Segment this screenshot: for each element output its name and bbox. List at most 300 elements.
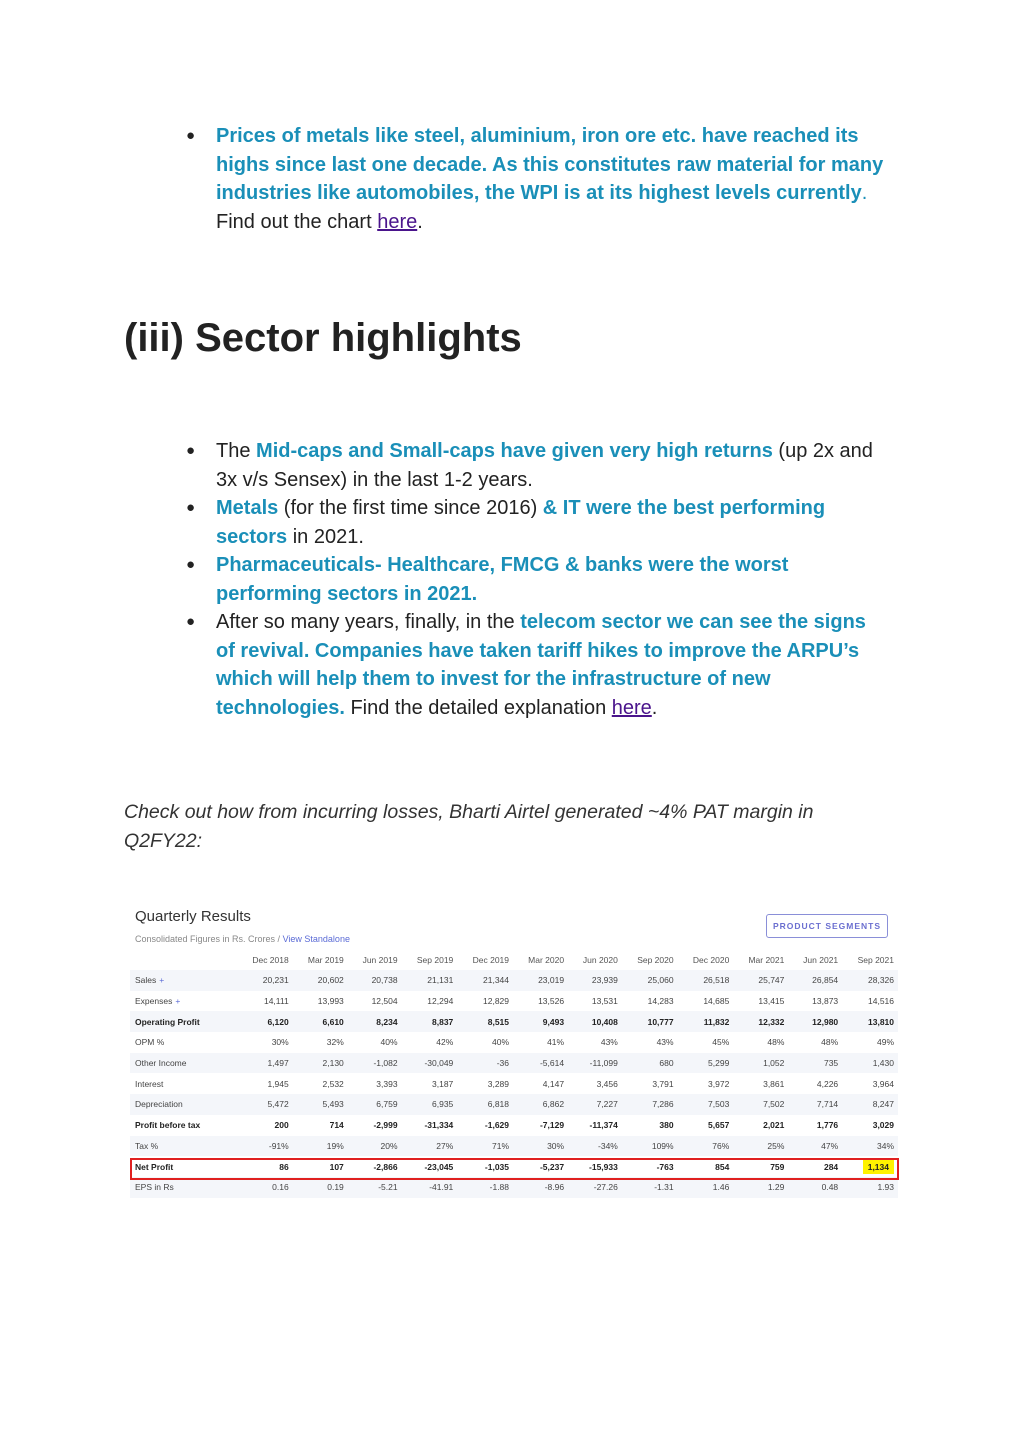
cell-value: 2,130: [322, 1058, 344, 1069]
period-header: Sep 2021: [857, 955, 894, 965]
table-cell: [678, 1073, 734, 1094]
cell-value: -15,933: [589, 1161, 618, 1172]
plain-text: (for the first time since 2016): [278, 497, 543, 519]
table-cell: [402, 970, 458, 991]
cell-value: -27.26: [593, 1182, 618, 1193]
table-cell: [237, 1156, 293, 1177]
period-header: Mar 2021: [748, 955, 785, 965]
bold-text: Metals: [216, 497, 279, 519]
cell-value: 7,714: [816, 1099, 839, 1110]
table-cell: [568, 1011, 622, 1032]
cell-value: 32%: [326, 1037, 344, 1048]
bullet-icon: ●: [186, 127, 196, 144]
table-cell: [237, 1032, 293, 1053]
bold-text: & IT were the best performing sectors: [216, 497, 826, 548]
table-cell: [293, 1053, 348, 1074]
table-cell: [513, 1136, 568, 1157]
table-row: [130, 1136, 898, 1157]
table-cell: [293, 1094, 348, 1115]
row-label: [130, 1136, 237, 1157]
cell-value: 20,231: [262, 975, 289, 986]
table-cell: [733, 970, 788, 991]
table-cell: [402, 1156, 458, 1177]
row-label-text: Net Profit: [135, 1161, 174, 1172]
cell-value: 30%: [271, 1037, 289, 1048]
table-cell: [568, 1053, 622, 1074]
table-cell: [733, 1032, 788, 1053]
cell-value: 11,832: [703, 1016, 730, 1027]
table-cell: [293, 1177, 348, 1198]
expand-plus-icon[interactable]: +: [175, 996, 181, 1007]
row-label-text: Interest: [135, 1078, 164, 1089]
cell-value: 21,344: [483, 975, 510, 986]
row-label: [130, 1177, 237, 1198]
table-cell: [733, 1136, 788, 1157]
row-label: [130, 1115, 237, 1136]
cell-value: 6,935: [432, 1099, 454, 1110]
table-cell: [348, 1032, 402, 1053]
table-cell: [678, 1032, 734, 1053]
row-label[interactable]: [130, 991, 237, 1012]
cell-value: 1,945: [267, 1078, 289, 1089]
table-cell: [622, 1011, 678, 1032]
bold-text: Pharmaceuticals- Healthcare, FMCG & banks were the worst performing sectors in 2021.: [216, 554, 789, 605]
cell-value: 43%: [600, 1037, 618, 1048]
cell-value: 6,862: [542, 1099, 565, 1110]
cell-value: 34%: [876, 1140, 894, 1151]
cell-value: 13,873: [812, 996, 839, 1007]
cell-value: 43%: [656, 1037, 674, 1048]
cell-value: 40%: [380, 1037, 398, 1048]
cell-value: -2,999: [373, 1120, 398, 1131]
cell-value: 13,993: [317, 996, 344, 1007]
cell-value: 3,964: [872, 1078, 894, 1089]
table-cell: [842, 1136, 898, 1157]
cell-value: 12,504: [371, 996, 398, 1007]
table-cell: [788, 1177, 842, 1198]
cell-value: 13,415: [758, 996, 785, 1007]
period-header: Dec 2020: [692, 955, 730, 965]
bold-text: Mid-caps and Small-caps have given very high returns: [256, 440, 773, 462]
row-label: [130, 1032, 237, 1053]
table-cell: [788, 1053, 842, 1074]
row-label: [130, 1156, 237, 1177]
table-cell: [678, 1011, 734, 1032]
bullet-icon: ●: [186, 613, 196, 630]
table-body: [130, 970, 898, 1198]
cell-value: 1.46: [712, 1182, 730, 1193]
cell-value: 13,526: [538, 996, 565, 1007]
cell-value: 7,502: [763, 1099, 785, 1110]
cell-value: 48%: [821, 1037, 839, 1048]
cell-value: -1,035: [484, 1161, 510, 1172]
table-cell: [678, 1115, 734, 1136]
table-cell: [678, 1177, 734, 1198]
cell-value: 8,247: [872, 1099, 894, 1110]
table-cell: [568, 1094, 622, 1115]
table-cell: [237, 991, 293, 1012]
cell-value: 9,493: [542, 1016, 565, 1027]
cell-value: -5,237: [539, 1161, 565, 1172]
cell-value: 14,685: [703, 996, 730, 1007]
list-item: [186, 551, 886, 608]
cell-value: 20%: [380, 1140, 398, 1151]
table-cell: [678, 970, 734, 991]
cell-value: 1,430: [872, 1058, 894, 1069]
period-header: Mar 2019: [307, 955, 344, 965]
period: .: [417, 210, 423, 233]
table-cell: [237, 1177, 293, 1198]
period-header: Dec 2018: [252, 955, 289, 965]
cell-value: 1,497: [267, 1058, 289, 1069]
cell-value: 3,861: [763, 1078, 785, 1089]
table-cell: [513, 970, 568, 991]
table-cell: [293, 1156, 348, 1177]
plain-text: Find the detailed explanation: [344, 696, 612, 719]
table-cell: [348, 1136, 402, 1157]
table-cell: [402, 1032, 458, 1053]
cell-value: 12,980: [812, 1016, 839, 1027]
table-cell: [733, 1177, 788, 1198]
table-row: [130, 1032, 898, 1053]
table-cell: [842, 1032, 898, 1053]
cell-value: 1,776: [816, 1120, 839, 1131]
bullet-icon: ●: [186, 442, 196, 459]
cell-value: 3,393: [376, 1078, 398, 1089]
table-cell: [293, 970, 348, 991]
cell-value: 5,657: [708, 1120, 730, 1131]
cell-value: 284: [823, 1161, 839, 1172]
subtitle-text: Consolidated Figures in Rs. Crores /: [135, 934, 283, 944]
cell-value: 23,019: [538, 975, 565, 986]
cell-value: 1,134: [863, 1160, 894, 1174]
table-cell: [788, 1094, 842, 1115]
cell-value: -1,629: [484, 1120, 510, 1131]
table-cell: [513, 1094, 568, 1115]
sector-bullet-list: [186, 437, 886, 722]
bullet-icon: ●: [186, 499, 196, 516]
table-cell: [457, 1073, 513, 1094]
table-cell: [513, 1156, 568, 1177]
cell-value: 680: [659, 1058, 674, 1069]
table-cell: [788, 1115, 842, 1136]
cell-value: 8,515: [487, 1016, 510, 1027]
table-row: [130, 1011, 898, 1032]
table-cell: [457, 1094, 513, 1115]
period-header: Jun 2019: [362, 955, 398, 965]
cell-value: -763: [656, 1161, 674, 1172]
table-cell: [622, 1094, 678, 1115]
cell-value: 8,234: [376, 1016, 398, 1027]
view-standalone-link[interactable]: View Standalone: [282, 934, 350, 944]
cell-value: 20,602: [317, 975, 344, 986]
cell-value: -1.31: [654, 1182, 674, 1193]
cell-value: -1,082: [373, 1058, 398, 1069]
list-item: [186, 608, 886, 722]
table-row: [130, 1094, 898, 1115]
section-heading: (iii) Sector highlights: [124, 316, 522, 360]
cell-value: 4,226: [816, 1078, 839, 1089]
cell-value: -11,099: [589, 1058, 618, 1069]
table-cell: [568, 1156, 622, 1177]
table-cell: [348, 1156, 402, 1177]
table-cell: [293, 1136, 348, 1157]
cell-value: 6,120: [267, 1016, 289, 1027]
table-cell: [513, 1011, 568, 1032]
table-row: [130, 1115, 898, 1136]
table-cell: [457, 1115, 513, 1136]
table-cell: [293, 1073, 348, 1094]
table-cell: [348, 1011, 402, 1032]
table-header-row: [130, 950, 898, 970]
table-cell: [678, 1053, 734, 1074]
cell-value: -2,866: [373, 1161, 398, 1172]
table-cell: [788, 991, 842, 1012]
table-row: [130, 991, 898, 1012]
table-cell: [842, 970, 898, 991]
table-cell: [568, 1136, 622, 1157]
table-cell: [622, 1073, 678, 1094]
cell-value: 19%: [326, 1140, 344, 1151]
cell-value: 5,472: [267, 1099, 289, 1110]
period-header: Mar 2020: [528, 955, 565, 965]
cell-value: 1.29: [767, 1182, 785, 1193]
cell-value: -7,129: [539, 1120, 565, 1131]
cell-value: 200: [274, 1120, 289, 1131]
row-label: [130, 1073, 237, 1094]
cell-value: 1.93: [877, 1182, 894, 1193]
table-cell: [622, 1115, 678, 1136]
cell-value: 21,131: [427, 975, 454, 986]
cell-value: 4,147: [542, 1078, 565, 1089]
chart-link[interactable]: here: [377, 210, 418, 233]
table-cell: [402, 1073, 458, 1094]
table-cell: [237, 1115, 293, 1136]
table-cell: [733, 1011, 788, 1032]
table-cell: [457, 991, 513, 1012]
row-label[interactable]: [130, 970, 237, 991]
table-cell: [842, 1115, 898, 1136]
row-label: [130, 1094, 237, 1115]
cell-value: -31,334: [424, 1120, 454, 1131]
table-cell: [237, 1011, 293, 1032]
table-cell: [622, 1032, 678, 1053]
table-cell: [457, 970, 513, 991]
period: .: [861, 182, 868, 204]
table-cell: [788, 970, 842, 991]
quarterly-results-image: [124, 898, 904, 1208]
table-cell: [788, 1156, 842, 1177]
table-cell: [842, 1094, 898, 1115]
row-label-text: Tax %: [135, 1140, 159, 1151]
table-cell: [678, 1136, 734, 1157]
table-cell: [513, 991, 568, 1012]
table-cell: [733, 1156, 788, 1177]
table-cell: [293, 1032, 348, 1053]
cell-value: 25,747: [758, 975, 785, 986]
cell-value: 23,939: [591, 975, 618, 986]
table-cell: [513, 1115, 568, 1136]
period-header: Sep 2020: [637, 955, 674, 965]
cell-value: -23,045: [424, 1161, 454, 1172]
table-row: [130, 1073, 898, 1094]
cell-value: 0.48: [821, 1182, 839, 1193]
cell-value: -30,049: [424, 1058, 454, 1069]
plain-text: The: [216, 440, 257, 462]
quarterly-results-subtitle: [135, 934, 350, 944]
row-label-text: Other Income: [135, 1058, 187, 1069]
cell-value: 12,829: [483, 996, 510, 1007]
plain-text: Find out the chart: [216, 210, 378, 233]
cell-value: 13,810: [868, 1016, 894, 1027]
metals-bullet-list: [186, 122, 886, 236]
row-label-text: Operating Profit: [135, 1016, 200, 1027]
table-cell: [622, 1156, 678, 1177]
table-cell: [457, 1053, 513, 1074]
cell-value: 71%: [492, 1140, 510, 1151]
quarterly-results-table: [130, 950, 898, 1198]
list-item: [186, 494, 886, 551]
cell-value: 6,610: [322, 1016, 344, 1027]
table-cell: [842, 1053, 898, 1074]
cell-value: 14,111: [263, 996, 289, 1007]
table-cell: [678, 1156, 734, 1177]
bullet-icon: ●: [186, 556, 196, 573]
expand-plus-icon[interactable]: +: [159, 975, 165, 986]
cell-value: -8.96: [544, 1182, 565, 1193]
table-cell: [622, 1177, 678, 1198]
table-cell: [568, 991, 622, 1012]
row-label-text: Profit before tax: [135, 1120, 201, 1131]
cell-value: 7,503: [708, 1099, 730, 1110]
table-cell: [622, 991, 678, 1012]
table-cell: [733, 1053, 788, 1074]
table-cell: [237, 970, 293, 991]
period: .: [651, 696, 658, 719]
table-cell: [457, 1156, 513, 1177]
table-cell: [402, 1094, 458, 1115]
cell-value: 1,052: [763, 1058, 785, 1069]
table-cell: [348, 1053, 402, 1074]
period-header: Jun 2020: [582, 955, 618, 965]
cell-value: 13,531: [591, 996, 618, 1007]
cell-value: 76%: [712, 1140, 730, 1151]
row-label-text: Sales: [135, 975, 157, 986]
table-cell: [788, 1136, 842, 1157]
cell-value: -41.91: [429, 1182, 454, 1193]
table-cell: [348, 991, 402, 1012]
cell-value: 25%: [767, 1140, 785, 1151]
table-cell: [402, 991, 458, 1012]
cell-value: 3,456: [596, 1078, 618, 1089]
bold-text: telecom sector we can see the signs of revival. Companies have taken tariff hikes to improve the ARPU’s which will help them to invest for the infrastructure of new technologies.: [216, 611, 866, 719]
list-item: [186, 122, 886, 236]
cell-value: 40%: [492, 1037, 510, 1048]
table-cell: [237, 1053, 293, 1074]
explanation-link[interactable]: here: [611, 696, 652, 719]
table-row: [130, 1156, 898, 1177]
table-cell: [237, 1136, 293, 1157]
table-cell: [842, 1156, 898, 1177]
table-cell: [568, 1073, 622, 1094]
cell-value: 3,791: [652, 1078, 674, 1089]
cell-value: 6,759: [376, 1099, 398, 1110]
cell-value: 26,518: [703, 975, 730, 986]
table-cell: [568, 970, 622, 991]
cell-value: 14,516: [868, 996, 894, 1007]
cell-value: 5,493: [322, 1099, 344, 1110]
cell-value: -11,374: [589, 1120, 618, 1131]
cell-value: 86: [279, 1161, 289, 1172]
table-cell: [348, 1073, 402, 1094]
table-cell: [348, 1115, 402, 1136]
table-cell: [237, 1094, 293, 1115]
cell-value: -91%: [268, 1140, 289, 1151]
cell-value: 3,029: [872, 1120, 894, 1131]
cell-value: 27%: [436, 1140, 454, 1151]
cell-value: 8,837: [432, 1016, 454, 1027]
table-cell: [513, 1177, 568, 1198]
table-cell: [842, 1177, 898, 1198]
table-cell: [622, 1136, 678, 1157]
period-header: Dec 2019: [472, 955, 510, 965]
table-cell: [402, 1177, 458, 1198]
cell-value: 109%: [651, 1140, 674, 1151]
cell-value: 735: [823, 1058, 839, 1069]
table-cell: [678, 991, 734, 1012]
cell-value: 25,060: [647, 975, 674, 986]
table-cell: [568, 1177, 622, 1198]
table-cell: [513, 1053, 568, 1074]
cell-value: 45%: [712, 1037, 730, 1048]
table-cell: [293, 1115, 348, 1136]
cell-value: 5,299: [708, 1058, 730, 1069]
cell-value: 7,286: [652, 1099, 674, 1110]
header-cell-empty: [130, 950, 237, 970]
cell-value: 41%: [547, 1037, 565, 1048]
row-label-text: OPM %: [135, 1037, 165, 1048]
table-cell: [348, 1094, 402, 1115]
cell-value: 12,332: [758, 1016, 785, 1027]
table-cell: [513, 1032, 568, 1053]
table-cell: [402, 1053, 458, 1074]
cell-value: 3,972: [708, 1078, 730, 1089]
table-cell: [568, 1115, 622, 1136]
table-cell: [842, 991, 898, 1012]
table-cell: [678, 1094, 734, 1115]
cell-value: 0.16: [272, 1182, 289, 1193]
cell-value: 28,326: [868, 975, 894, 986]
cell-value: 2,532: [322, 1078, 344, 1089]
cell-value: -34%: [598, 1140, 618, 1151]
product-segments-button[interactable]: PRODUCT SEGMENTS: [766, 914, 888, 938]
cell-value: 49%: [876, 1037, 894, 1048]
table-cell: [348, 1177, 402, 1198]
row-label-text: Expenses: [135, 996, 173, 1007]
cell-value: 30%: [547, 1140, 565, 1151]
table-cell: [457, 1032, 513, 1053]
cell-value: -1.88: [489, 1182, 510, 1193]
cell-value: 10,777: [647, 1016, 674, 1027]
cell-value: 0.19: [327, 1182, 344, 1193]
table-cell: [293, 1011, 348, 1032]
table-cell: [402, 1115, 458, 1136]
cell-value: 3,289: [487, 1078, 510, 1089]
table-row: [130, 1177, 898, 1198]
row-label: [130, 1053, 237, 1074]
cell-value: 14,283: [647, 996, 674, 1007]
table-cell: [402, 1011, 458, 1032]
